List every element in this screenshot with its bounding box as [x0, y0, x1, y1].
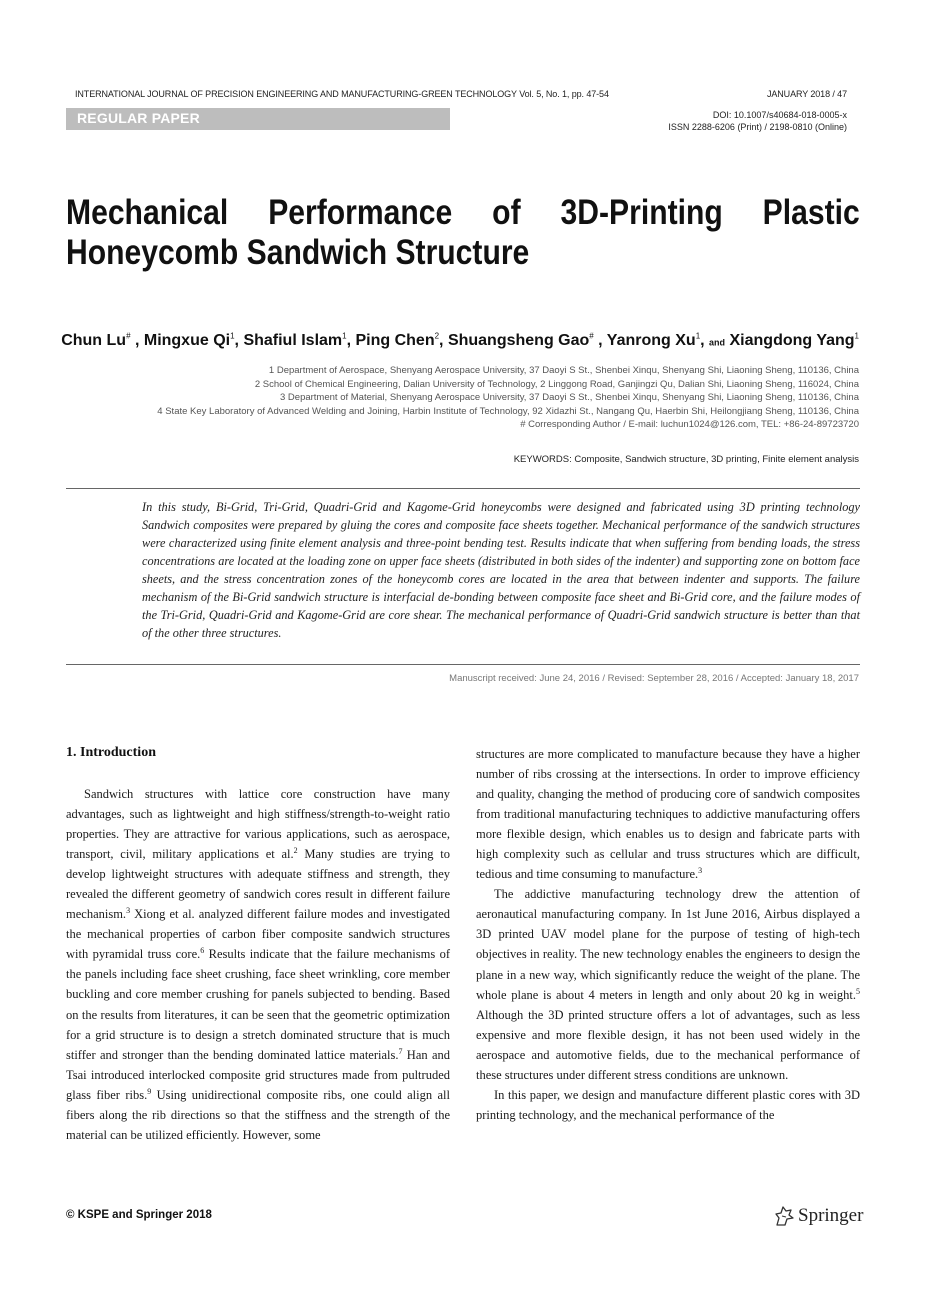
paper-type-banner	[66, 108, 450, 130]
publisher-logo	[773, 1204, 863, 1228]
title-word: Performance	[268, 193, 453, 232]
citation[interactable]: 2	[293, 845, 298, 855]
citation[interactable]: 6	[200, 946, 205, 956]
paper-title	[66, 193, 860, 273]
author-list	[61, 332, 859, 350]
author: Shuangsheng Gao# ,	[447, 332, 607, 350]
paragraph: structures are more complicated to manufacture because they have a higher number of ribs crossing at the intersections. In order to improve efficiency and quality, changing the method of producing core of sandwich composites from traditional manufacturing techniques to addictive manufacturing offers more flexible design, which enables us to design and fabricate parts with high complexity such as cellular and truss structures which are difficult, tedious and time consuming to manufacture.$^3$	[476, 747, 860, 882]
corresponding-author: # Corresponding Author / E-mail: luchun1024@126.com, TEL: +86-24-89723720	[520, 419, 859, 430]
citation[interactable]: 7	[398, 1046, 403, 1056]
author: Shafiul Islam$^1$,	[243, 332, 356, 350]
affiliation-line: 4 State Key Laboratory of Advanced Welding and Joining, Harbin Institute of Technology, 92 Xidazhi St., Nangang Qu, Haerbin Shi, Heilongjiang Sheng, 110136, China	[157, 405, 859, 417]
author: Xiangdong Yang$^1$	[729, 332, 859, 350]
affiliations	[157, 364, 859, 432]
citation[interactable]: 3	[698, 866, 703, 876]
publisher-name: Springer	[798, 1205, 864, 1226]
paragraph: In this paper, we design and manufacture different plastic cores with 3D printing technology, and the mechanical performance of the	[476, 1087, 860, 1122]
journal-citation: INTERNATIONAL JOURNAL OF PRECISION ENGINEERING AND MANUFACTURING-GREEN TECHNOLOGY Vol. 5, No. 1, pp. 47-54	[75, 89, 609, 99]
affiliation-line: 2 School of Chemical Engineering, Dalian University of Technology, 2 Linggong Road, Ganjingzi Qu, Dalian Shi, Liaoning Sheng, 116024, China	[254, 378, 859, 390]
paragraph: Sandwich structures with lattice core construction have many advantages, such as lightweight and high stiffness/strength-to-weight ratio properties. They are attractive for various applications, such as aerospace, transport, civil, military applications et al.$^2$ Many studies are trying to develop lightweight structures with adequate stiffness and strength, they revealed the different geometry of sandwich cores result in different failure mechanism.$^3$ Xiong et al. analyzed different failure modes and investigated the mechanical properties of carbon fiber composite sandwich structures with pyramidal truss core.$^6$ Results indicate that the failure mechanisms of the panels including face sheet crushing, face sheet wrinkling, core member buckling and core member crushing for panels subjected to bending. Based on the results from literatures, it can be seen that the geometric optimization for a grid structure is to design a stretch dominated structure that is much stiffer and stronger than the bending dominated lattice materials.$^7$ Han and Tsai introduced interlocked composite grid structures made from pultruded glass fiber ribs.$^9$ Using unidirectional composite ribs, one could align all fibers along the rib directions so that the stiffness and the strength of the material can be utilized efficiently. However, some	[66, 787, 450, 1142]
author: Mingxue Qi$^1$,	[143, 332, 244, 350]
authors-and: and	[709, 337, 726, 348]
left-column	[66, 784, 450, 1145]
affiliation-line: 1 Department of Aerospace, Shenyang Aerospace University, 37 Daoyi S St., Shenbei Xinqu, Shenyang Shi, Liaoning Sheng, 110136, China	[268, 365, 859, 376]
author: Ping Chen$^2$,	[355, 332, 448, 350]
issn-text: ISSN 2288-6206 (Print) / 2198-0810 (Online)	[668, 122, 847, 132]
doi-issn-block	[668, 109, 847, 133]
title-word: Plastic	[762, 193, 860, 232]
running-header	[75, 89, 847, 99]
doi-text[interactable]: DOI: 10.1007/s40684-018-0005-x	[712, 110, 847, 120]
citation[interactable]: 3	[126, 906, 131, 916]
author: Chun Lu# ,	[61, 332, 144, 350]
keywords: KEYWORDS: Composite, Sandwich structure, 3D printing, Finite element analysis	[513, 454, 859, 465]
title-word: Mechanical	[66, 193, 229, 232]
divider-bottom	[66, 664, 860, 665]
citation[interactable]: 5	[856, 986, 860, 996]
paper-type-label: REGULAR PAPER	[77, 110, 200, 126]
paragraph: The addictive manufacturing technology drew the attention of aeronautical manufacturing company. In 1st June 2016, Airbus displayed a 3D printed UAV model plane for the purpose of testing of high-tech objectives in reality. The new technology enables the engineers to design the plane in a new way, which significantly reduce the weight of the plane. The whole plane is about 4 meters in length and only about 20 kg in weight.$^5$ Although the 3D printed structure offers a lot of advantages, such as less expensive and more flexible design, it has not been used widely in the aerospace and automotive fields, due to the mechanical performance of these structures under different stress conditions are unknown.	[476, 887, 860, 1082]
divider-top	[66, 488, 860, 489]
springer-horse-icon	[773, 1204, 795, 1228]
manuscript-dates: Manuscript received: June 24, 2016 / Revised: September 28, 2016 / Accepted: January 18, 2017	[449, 673, 859, 684]
citation[interactable]: 9	[147, 1086, 152, 1096]
title-line-2: Honeycomb Sandwich Structure	[66, 233, 530, 272]
affiliation-line: 3 Department of Material, Shenyang Aerospace University, 37 Daoyi S St., Shenbei Xinqu, Shenyang Shi, Liaoning Sheng, 110136, China	[280, 392, 859, 403]
author: Yanrong Xu$^1$,	[606, 332, 710, 350]
title-word: of	[492, 193, 521, 232]
issue-date-page: JANUARY 2018 / 47	[766, 89, 847, 99]
abstract: In this study, Bi-Grid, Tri-Grid, Quadri-Grid and Kagome-Grid honeycombs were designed and fabricated using 3D printing technology Sandwich composites were prepared by gluing the cores and composite face sheets together. Mechanical performance of the sandwich structures were characterized using finite element analysis and three-point bending test. Results indicate that when suffering from bending loads, the stress concentrations are located at the loading zone on upper face sheets (distributed in both sides of the indenter) and supporting zone on bottom face sheets, and the stress concentration zones of the honeycomb cores are located in the area that between indenter and supports. The failure mechanism of the Bi-Grid sandwich structure is interfacial de-bonding between composite face sheet and Bi-Grid core, and the failure modes of the Tri-Grid, Quadri-Grid and Kagome-Grid are core shear. The mechanical performance of Quadri-Grid sandwich structure is better than that of the other three structures.	[142, 500, 860, 640]
copyright: © KSPE and Springer 2018	[66, 1209, 212, 1221]
section-heading: 1. Introduction	[66, 745, 156, 760]
right-column	[476, 744, 860, 1125]
title-line-1	[66, 193, 860, 233]
title-word: 3D-Printing	[560, 193, 723, 232]
